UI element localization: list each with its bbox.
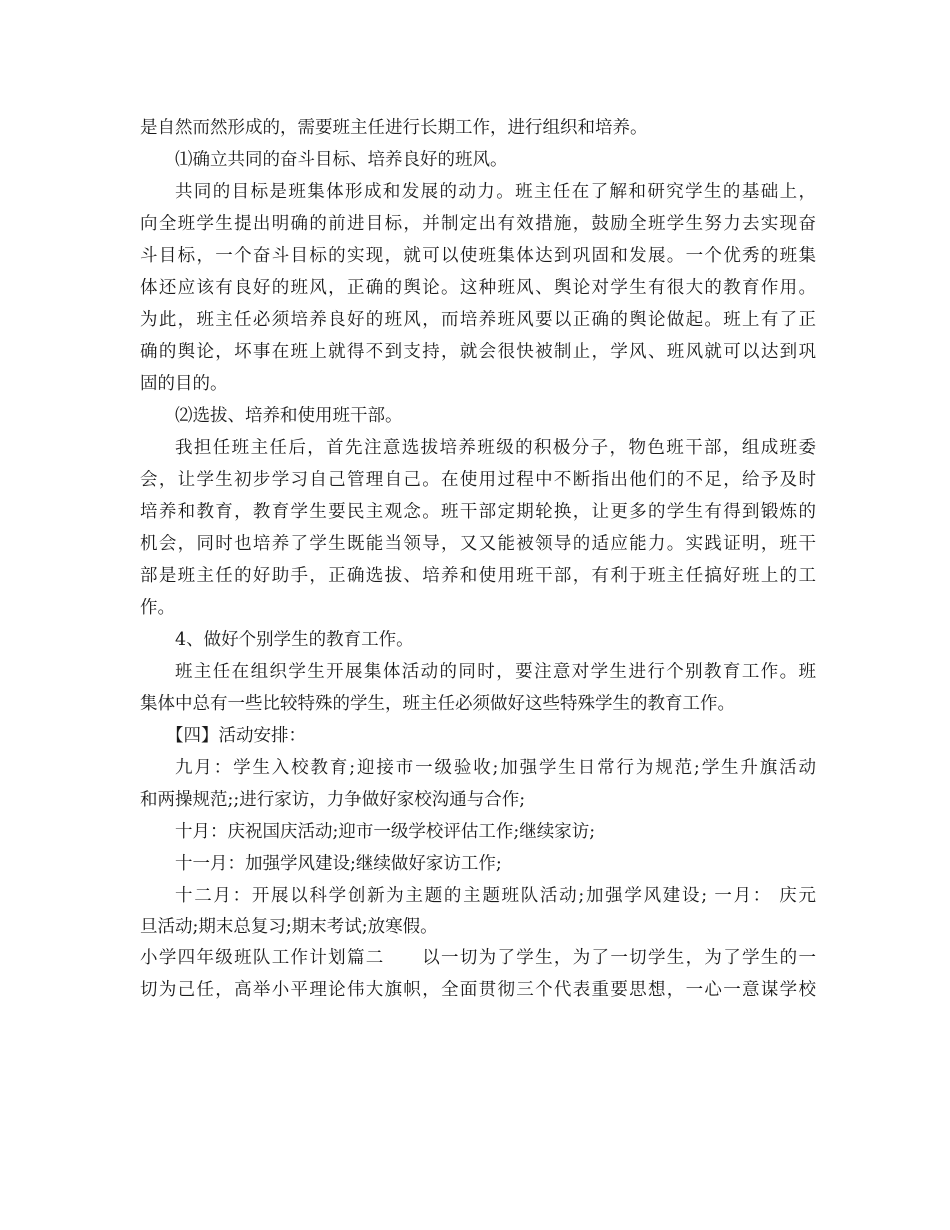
paragraph-line: 培养和教育，教育学生要民主观念。班干部定期轮换，让更多的学生有得到锻炼的	[140, 502, 816, 522]
schedule-item: 九月：学生入校教育;迎接市一级验收;加强学生日常行为规范;学生升旗活动	[175, 758, 816, 778]
paragraph-line: 体还应该有良好的班风，正确的舆论。这种班风、舆论对学生有很大的教育作用。	[140, 278, 816, 298]
paragraph-line: 斗目标，一个奋斗目标的实现，就可以使班集体达到巩固和发展。一个优秀的班集	[140, 246, 816, 266]
section-heading: 【四】活动安排：	[166, 726, 306, 746]
paragraph-line: 我担任班主任后，首先注意选拔培养班级的积极分子，物色班干部，组成班委	[175, 438, 816, 458]
paragraph-line: 切为己任，高举小平理论伟大旗帜，全面贯彻三个代表重要思想，一心一意谋学校	[140, 980, 816, 1000]
paragraph-line: 会，让学生初步学习自己管理自己。在使用过程中不断指出他们的不足，给予及时	[140, 470, 816, 490]
section-heading: ⑵选拔、培养和使用班干部。	[175, 406, 403, 426]
paragraph-line: 向全班学生提出明确的前进目标，并制定出有效措施，鼓励全班学生努力去实现奋	[140, 214, 816, 234]
paragraph-line: 为此，班主任必须培养良好的班风，而培养班风要以正确的舆论做起。班上有了正	[140, 310, 816, 330]
paragraph-line: 确的舆论，坏事在班上就得不到支持，就会很快被制止，学风、班风就可以达到巩	[140, 342, 816, 362]
schedule-item: 十月：庆祝国庆活动;迎市一级学校评估工作;继续家访;	[175, 822, 596, 842]
schedule-item: 十二月：开展以科学创新为主题的主题班队活动;加强学风建设; 一月： 庆元	[175, 886, 816, 906]
paragraph-line: 固的目的。	[140, 374, 228, 394]
paragraph-line: 小学四年级班队工作计划篇二 以一切为了学生，为了一切学生，为了学生的一	[140, 948, 816, 968]
paragraph-line: 共同的目标是班集体形成和发展的动力。班主任在了解和研究学生的基础上，	[175, 182, 816, 202]
schedule-item: 十一月：加强学风建设;继续做好家访工作;	[175, 854, 502, 874]
paragraph-line: 是自然而然形成的，需要班主任进行长期工作，进行组织和培养。	[140, 118, 648, 138]
paragraph-line: 作。	[140, 598, 175, 618]
section-heading: 4、做好个别学生的教育工作。	[175, 630, 414, 650]
section-heading: ⑴确立共同的奋斗目标、培养良好的班风。	[175, 150, 508, 170]
paragraph-line: 部是班主任的好助手，正确选拔、培养和使用班干部，有利于班主任搞好班上的工	[140, 566, 816, 586]
schedule-item: 和两操规范;;进行家访，力争做好家校沟通与合作;	[140, 790, 526, 810]
paragraph-line: 集体中总有一些比较特殊的学生，班主任必须做好这些特殊学生的教育工作。	[140, 694, 735, 714]
schedule-item: 旦活动;期末总复习;期末考试;放寒假。	[140, 917, 438, 937]
paragraph-line: 班主任在组织学生开展集体活动的同时，要注意对学生进行个别教育工作。班	[175, 662, 816, 682]
paragraph-line: 机会，同时也培养了学生既能当领导，又又能被领导的适应能力。实践证明，班干	[140, 534, 816, 554]
document-page	[140, 112, 816, 1006]
